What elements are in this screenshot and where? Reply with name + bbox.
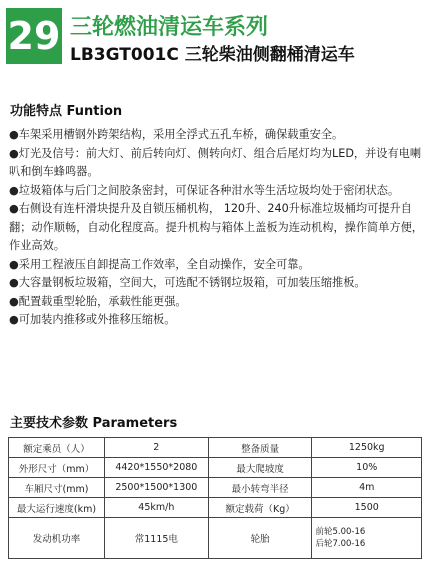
bullet-icon: ●: [9, 294, 19, 308]
param-label: 最大爬坡度: [208, 458, 312, 478]
param-value: 2500*1500*1300: [104, 478, 208, 498]
table-row: [9, 518, 422, 559]
param-value: 常1115电: [104, 518, 208, 559]
parameters-heading: 主要技术参数 Parameters: [10, 416, 178, 431]
param-label: 轮胎: [208, 518, 312, 559]
table-row: [9, 498, 422, 518]
param-value: 45km/h: [104, 498, 208, 518]
model-title: LB3GT001C 三轮柴油侧翻桶清运车: [70, 45, 355, 65]
section-number-badge: 29: [6, 8, 62, 64]
header: [6, 8, 426, 66]
feature-item: ●采用工程液压自卸提高工作效率，全自动操作，安全可靠。: [9, 257, 310, 271]
param-value: 10%: [312, 458, 422, 478]
feature-item: ●可加装内推移或外推移压缩板。: [9, 313, 176, 326]
param-label: 最小转弯半径: [208, 478, 312, 498]
table-row: [9, 478, 422, 498]
bullet-icon: ●: [9, 202, 19, 215]
series-title: 三轮燃油清运车系列: [70, 15, 269, 40]
param-label: 发动机功率: [9, 518, 105, 559]
param-value: 4420*1550*2080: [104, 458, 208, 478]
feature-list: [8, 126, 424, 330]
param-label: 外形尺寸（mm）: [9, 458, 105, 478]
feature-item: ●灯光及信号：前大灯、前后转向灯、侧转向灯、组合后尾灯均为LED，并设有电喇叭和倒车蜂鸣器。: [9, 146, 422, 178]
bullet-icon: ●: [9, 276, 19, 289]
param-value: 2: [104, 438, 208, 458]
param-label: 额定乘员（人）: [9, 438, 105, 458]
bullet-icon: ●: [9, 146, 19, 160]
param-label: 额定载荷（Kg）: [208, 498, 312, 518]
feature-item: ●配置载重型轮胎，承载性能更强。: [9, 294, 187, 308]
feature-item: ●右侧设有连杆滑块提升及自锁压桶机构， 120升、240升标准垃圾桶均可提升自翻；动作顺畅，自动化程度高。提升机构与箱体上盖板为连动机构，操作简单方便，作业高效。: [9, 202, 423, 252]
feature-item: ●车架采用槽钢外跨架结构，采用全浮式五孔车桥，确保载重安全。: [9, 128, 344, 141]
rear-tire-value: 后轮7.00-16: [315, 539, 366, 549]
param-label: 最大运行速度(km): [9, 498, 105, 518]
feature-item: ●垃圾箱体与后门之间胶条密封，可保证各种泔水等生活垃圾均处于密闭状态。: [9, 183, 400, 197]
bullet-icon: ●: [9, 257, 19, 271]
front-tire-value: 前轮5.00-16: [315, 527, 366, 537]
table-row: [9, 458, 422, 478]
param-value: 1250kg: [312, 438, 422, 458]
tire-values: [312, 518, 422, 559]
table-row: [9, 438, 422, 458]
param-label: 整备质量: [208, 438, 312, 458]
feature-item: ●大容量钢板垃圾箱，空间大，可选配不锈钢垃圾箱，可加装压缩推板。: [9, 276, 366, 289]
parameters-table: [8, 437, 422, 559]
param-label: 车厢尺寸(mm): [9, 478, 105, 498]
features-heading: 功能特点 Funtion: [10, 104, 123, 119]
bullet-icon: ●: [9, 313, 19, 326]
bullet-icon: ●: [9, 128, 19, 141]
bullet-icon: ●: [9, 183, 19, 197]
param-value: 1500: [312, 498, 422, 518]
param-value: 4m: [312, 478, 422, 498]
